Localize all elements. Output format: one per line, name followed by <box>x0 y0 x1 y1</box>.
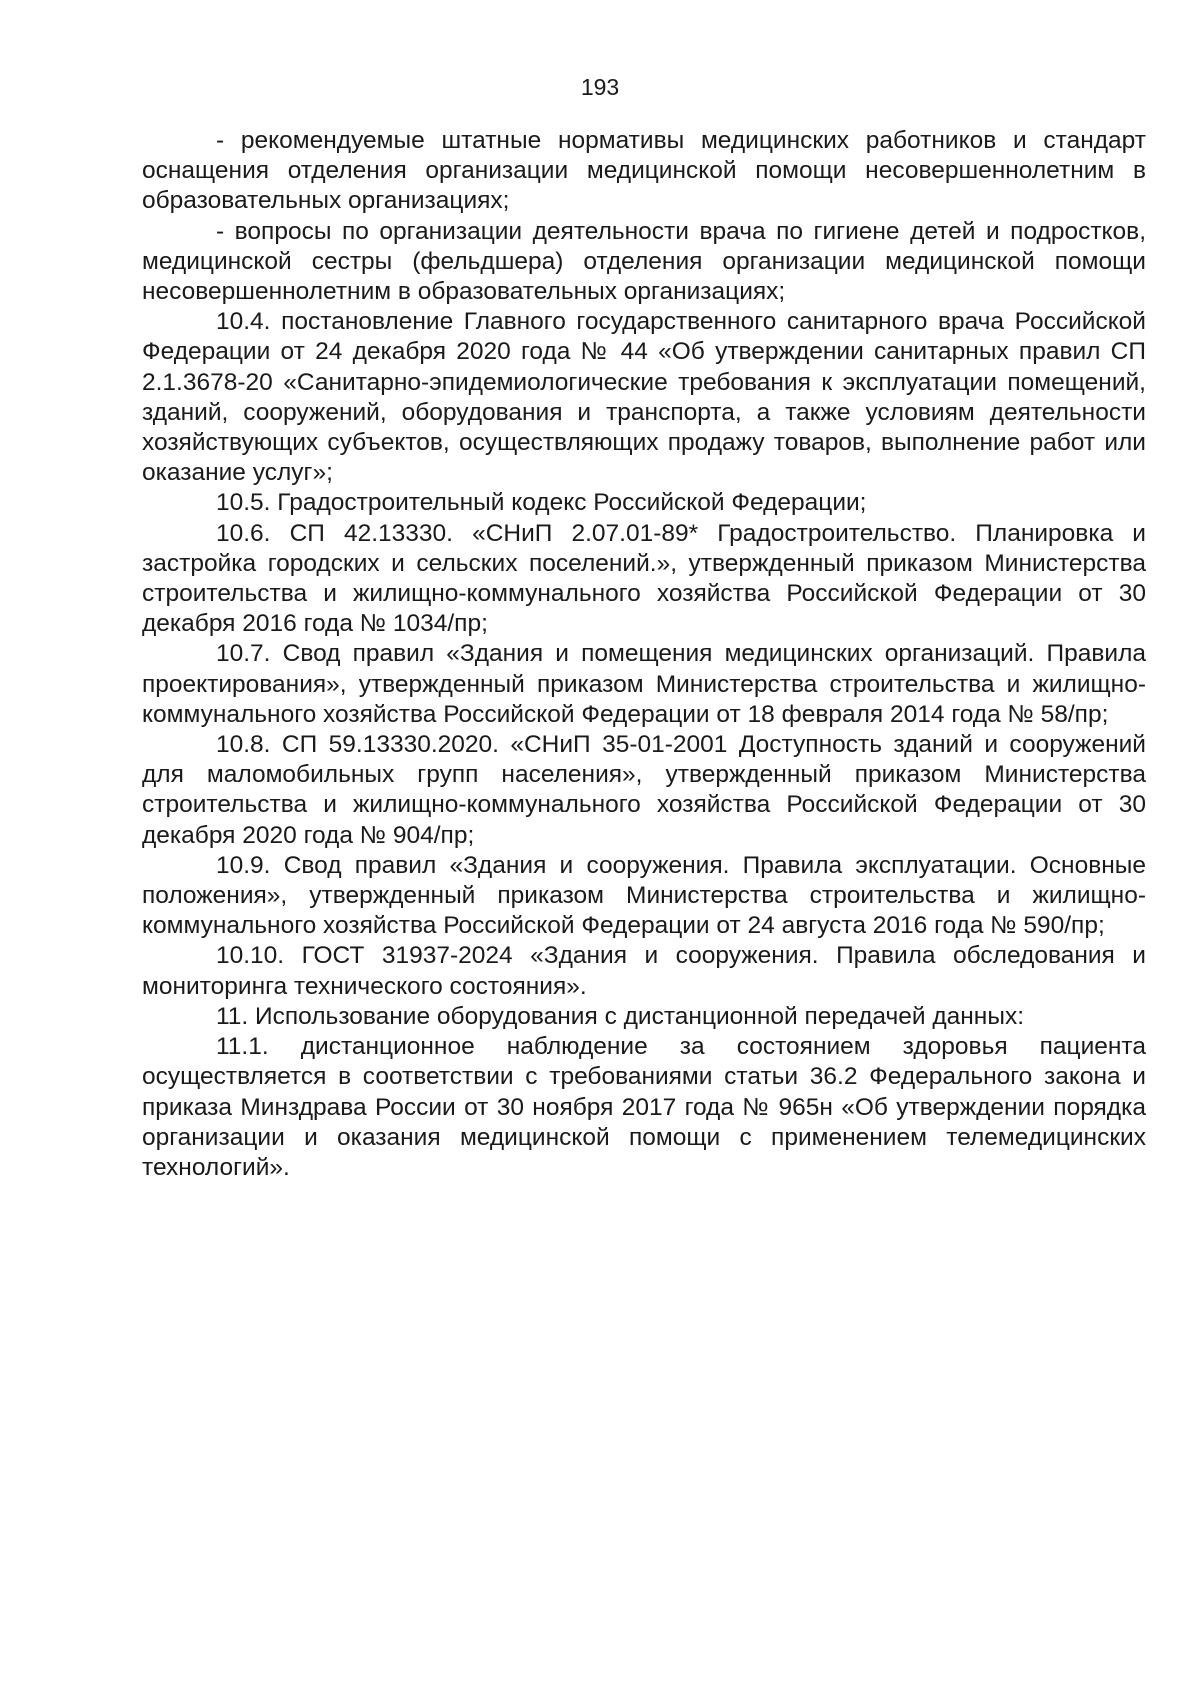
page-number: 193 <box>580 74 620 100</box>
paragraph-10-8: 10.8. СП 59.13330.2020. «СНиП 35-01-2001 Доступность зданий и сооружений для маломобильных групп населения», утвержденный приказом Министерства строительства и жилищно-коммунального хозяйства Российской Федерации от 30 декабря 2020 года № 904/пр; <box>142 731 1146 849</box>
paragraph-staffing-norms: - рекомендуемые штатные нормативы медицинских работников и стандарт оснащения отделения организации медицинской помощи несовершеннолетним в образовательных организациях; <box>142 127 1146 215</box>
paragraph-10-4: 10.4. постановление Главного государственного санитарного врача Российской Федерации от 24 декабря 2020 года № 44 «Об утверждении санитарных правил СП 2.1.3678-20 «Санитарно-эпидемиологические требования к эксплуатации помещений, зданий, сооружений, оборудования и транспорта, а также условиям деятельности хозяйствующих субъектов, осуществляющих продажу товаров, выполнение работ или оказание услуг»; <box>142 308 1146 487</box>
paragraph-10-5: 10.5. Градостроительный кодекс Российской Федерации; <box>216 489 867 517</box>
paragraph-11: 11. Использование оборудования с дистанционной передачей данных: <box>216 1002 1024 1030</box>
paragraph-11-1: 11.1. дистанционное наблюдение за состоянием здоровья пациента осуществляется в соответствии с требованиями статьи 36.2 Федерального закона и приказа Минздрава России от 30 ноября 2017 года № 965н «Об утверждении порядка организации и оказания медицинской помощи с применением телемедицинских технологий». <box>142 1033 1146 1181</box>
paragraph-hygiene-doctor-questions: - вопросы по организации деятельности врача по гигиене детей и подростков, медицинской сестры (фельдшера) отделения организации медицинской помощи несовершеннолетним в образовательных организациях; <box>142 217 1146 306</box>
paragraph-10-10: 10.10. ГОСТ 31937-2024 «Здания и сооружения. Правила обследования и мониторинга технического состояния». <box>142 942 1146 1000</box>
document-body <box>142 126 1146 1183</box>
paragraph-10-6: 10.6. СП 42.13330. «СНиП 2.07.01-89* Градостроительство. Планировка и застройка городских и сельских поселений.», утвержденный приказом Министерства строительства и жилищно-коммунального хозяйства Российской Федерации от 30 декабря 2016 года № 1034/пр; <box>142 519 1146 638</box>
paragraph-10-9: 10.9. Свод правил «Здания и сооружения. Правила эксплуатации. Основные положения», утвержденный приказом Министерства строительства и жилищно-коммунального хозяйства Российской Федерации от 24 августа 2016 года № 590/пр; <box>142 851 1146 940</box>
paragraph-10-7: 10.7. Свод правил «Здания и помещения медицинских организаций. Правила проектирования», утвержденный приказом Министерства строительства и жилищно-коммунального хозяйства Российской Федерации от 18 февраля 2014 года № 58/пр; <box>142 640 1146 728</box>
